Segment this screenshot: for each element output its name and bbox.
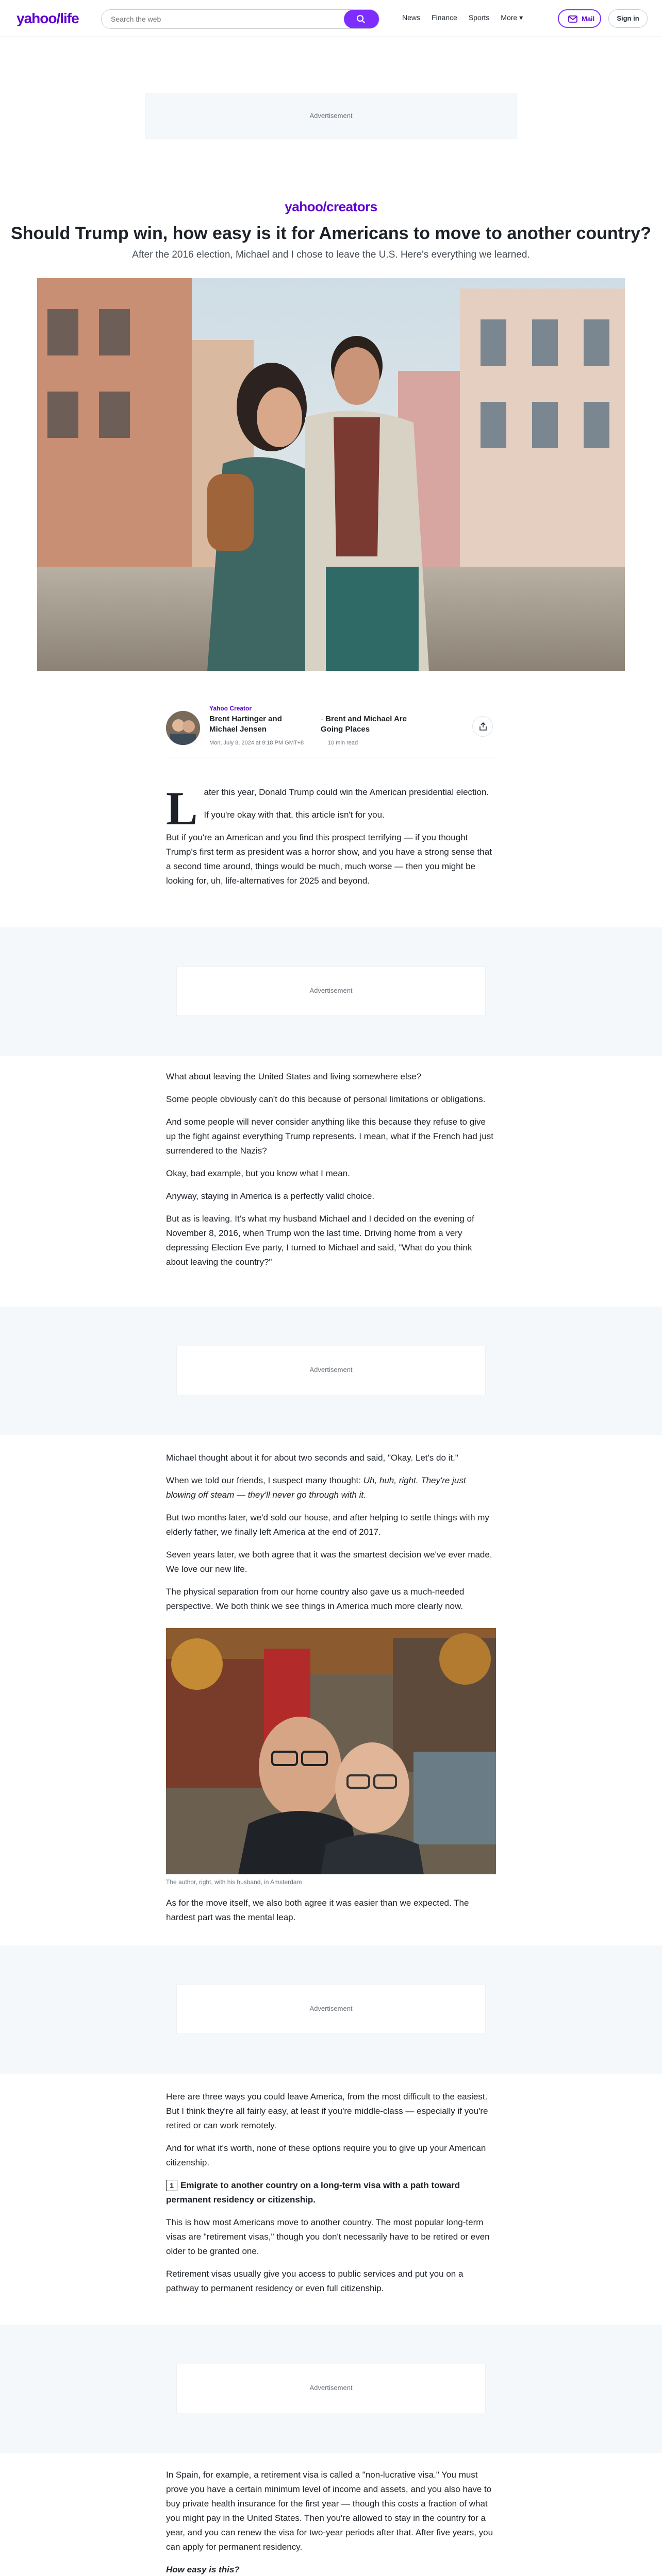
nav-more[interactable]: More ▾ [501, 13, 523, 22]
share-button[interactable] [472, 716, 493, 737]
advertisement-band-1 [0, 927, 662, 1056]
paragraph: Michael thought about it for about two seconds and said, "Okay. Let's do it." [166, 1453, 458, 1463]
advertisement-slot[interactable]: Advertisement [176, 1346, 486, 1395]
paragraph: Here are three ways you could leave America, from the most difficult to the easiest. But I think they're all fairly easy, at least if you're middle-class — especially if you're retired or can work remotely. [166, 2092, 488, 2130]
question-heading: How easy is this? [166, 2565, 240, 2574]
sign-in-button[interactable]: Sign in [608, 9, 648, 28]
paragraph: But if you're an American and you find this prospect terrifying — if you thought Trump's first term as president was a horror show, and you have a strong sense that a second time around, things would be much, much worse — then you might be looking for, uh, life-alternatives for 2025 and beyond. [166, 833, 492, 886]
search-box [101, 9, 379, 29]
paragraph: Seven years later, we both agree that it was the smartest decision we've ever made. We love our new life. [166, 1550, 492, 1574]
numbered-heading-1: 1 Emigrate to another country on a long-term visa with a path toward permanent residency or citizenship. [166, 2180, 460, 2205]
advertisement-slot[interactable]: Advertisement [176, 2364, 486, 2413]
advertisement-slot-top[interactable]: Advertisement [145, 93, 517, 139]
paragraph: This is how most Americans move to another country. The most popular long-term visas are "retirement visas," though you don't necessarily have to be retired or even older to be granted one. [166, 2217, 490, 2256]
paragraph: And for what it's worth, none of these options require you to give up your American citizenship. [166, 2143, 486, 2167]
dot-separator: · [321, 715, 326, 723]
number-badge: 1 [166, 2180, 177, 2191]
drop-cap: L [166, 782, 198, 835]
paragraph: The physical separation from our home country also gave us a much-needed perspective. We both think we see things in America much more clearly now. [166, 1587, 465, 1611]
advertisement-slot[interactable]: Advertisement [176, 967, 486, 1016]
search-icon [356, 14, 366, 24]
article-body-section-4 [166, 2090, 496, 2304]
mail-icon [568, 15, 577, 23]
article-body-section-3b [166, 1896, 496, 1933]
author-avatar[interactable] [166, 711, 200, 745]
article-body-section-1 [166, 782, 496, 896]
nav-sports[interactable]: Sports [468, 13, 490, 22]
paragraph: Retirement visas usually give you access to public services and put you on a pathway to permanent residency or even full citizenship. [166, 2269, 464, 2293]
search-input[interactable] [111, 15, 338, 23]
article-byline [166, 701, 496, 757]
main-nav [402, 13, 523, 22]
chevron-down-icon: ▾ [519, 13, 523, 22]
article-headline: Should Trump win, how easy is it for Americans to move to another country? [11, 224, 651, 243]
nav-finance[interactable]: Finance [432, 13, 457, 22]
paragraph: Anyway, staying in America is a perfectly valid choice. [166, 1191, 375, 1201]
advertisement-band-3 [0, 1945, 662, 2074]
share-icon [478, 722, 488, 731]
article-subhead: After the 2016 election, Michael and I chose to leave the U.S. Here's everything we learned. [132, 249, 530, 260]
publish-date: Mon, July 8, 2024 at 9:18 PM GMT+8 [209, 740, 304, 746]
paragraph: If you're okay with that, this article isn't for you. [204, 810, 385, 820]
authors-photo-amsterdam [166, 1628, 496, 1874]
paragraph: In Spain, for example, a retirement visa is called a "non-lucrative visa." You must prove you have a certain minimum level of income and assets, and you also have to buy private health insurance for the first year — though this costs a fraction of what you might pay in the United States. Then you're allowed to stay in the country for a year, and you can renew the visa for two-year periods after that. After five years, you can apply for permanent residency. [166, 2470, 493, 2552]
paragraph: Later this year, Donald Trump could win the American presidential election. [166, 782, 489, 835]
paragraph: But as is leaving. It's what my husband Michael and I decided on the evening of November 8, 2016, when Trump won the last time. Driving home from a very depressing Election Eve party, I turned to Michael and said, "What do you think about leaving the country?" [166, 1214, 474, 1267]
advertisement-band-2 [0, 1307, 662, 1435]
paragraph: But two months later, we'd sold our house, and after helping to settle things with my elderly father, we finally left America at the end of 2017. [166, 1513, 489, 1537]
article-body-section-5 [166, 2468, 496, 2576]
paragraph: When we told our friends, I suspect many thought: Uh, huh, right. They're just blowing off steam — they'll never go through with it. [166, 1476, 466, 1500]
search-button[interactable] [344, 10, 379, 28]
author-name[interactable]: Brent Hartinger and Michael Jensen [209, 715, 282, 734]
paragraph: As for the move itself, we also both agree it was easier than we expected. The hardest part was the mental leap. [166, 1898, 469, 1922]
yahoo-life-logo[interactable]: yahoo/life [16, 10, 79, 26]
advertisement-slot[interactable]: Advertisement [176, 1985, 486, 2034]
paragraph: What about leaving the United States and living somewhere else? [166, 1072, 422, 1081]
paragraph: And some people will never consider anything like this because they refuse to give up the fight against everything Trump represents. I mean, what if the French had just surrendered to the Nazis? [166, 1117, 494, 1156]
creator-tag[interactable]: Yahoo Creator [209, 705, 252, 712]
paragraph: Okay, bad example, but you know what I mean. [166, 1168, 350, 1178]
advertisement-band-4 [0, 2325, 662, 2453]
read-time: 10 min read [328, 740, 358, 746]
top-navigation-bar [0, 0, 662, 37]
hero-image-couple-in-street [37, 278, 625, 671]
publication-name[interactable]: · Brent and Michael Are Going Places [321, 715, 407, 734]
photo-caption: The author, right, with his husband, in Amsterdam [166, 1878, 302, 1886]
article-body-section-3 [166, 1451, 496, 1622]
yahoo-creators-brand[interactable]: yahoo/creators [285, 199, 377, 214]
mail-button[interactable]: Mail [558, 9, 601, 28]
paragraph: Some people obviously can't do this because of personal limitations or obligations. [166, 1094, 486, 1104]
nav-news[interactable]: News [402, 13, 421, 22]
article-body-section-2 [166, 1070, 496, 1278]
